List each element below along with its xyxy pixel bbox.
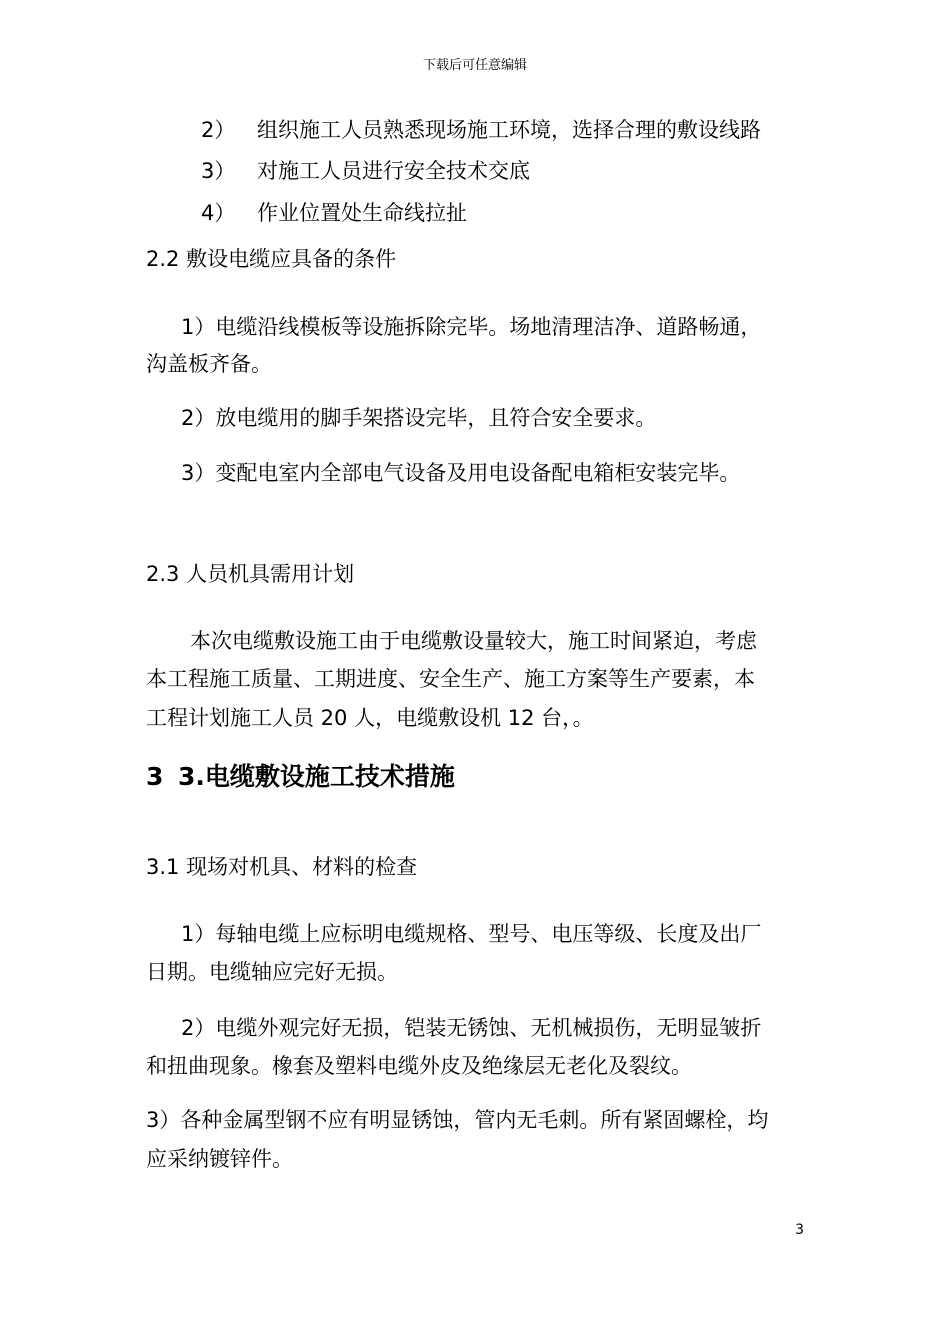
section-3-number: 3 bbox=[146, 762, 164, 791]
paragraph-line: 应采纳镀锌件。 bbox=[146, 1147, 293, 1171]
paragraph-line: 本次电缆敷设施工由于电缆敷设量较大，施工时间紧迫，考虑 bbox=[190, 629, 757, 653]
paragraph-line: 沟盖板齐备。 bbox=[146, 352, 272, 376]
paragraph-line: 1）每轴电缆上应标明电缆规格、型号、电压等级、长度及出厂 bbox=[181, 922, 762, 946]
section-2-3-heading: 2.3 人员机具需用计划 bbox=[146, 562, 355, 586]
list-item-text: 对施工人员进行安全技术交底 bbox=[257, 159, 530, 183]
paragraph-line: 和扭曲现象。橡套及塑料电缆外皮及绝缘层无老化及裂纹。 bbox=[146, 1054, 692, 1078]
paragraph-line: 日期。电缆轴应完好无损。 bbox=[146, 960, 398, 984]
paragraph-line: 3）各种金属型钢不应有明显锈蚀，管内无毛刺。所有紧固螺栓，均 bbox=[146, 1108, 769, 1132]
list-item-number: 4） bbox=[201, 201, 236, 225]
paragraph-line: 1）电缆沿线模板等设施拆除完毕。场地清理洁净、道路畅通， bbox=[181, 315, 762, 339]
section-2-2-heading: 2.2 敷设电缆应具备的条件 bbox=[146, 247, 397, 271]
list-item-number: 3） bbox=[201, 159, 236, 183]
page-number: 3 bbox=[795, 1222, 804, 1238]
list-item-text: 作业位置处生命线拉扯 bbox=[257, 201, 467, 225]
paragraph-line: 工程计划施工人员 20 人，电缆敷设机 12 台，。 bbox=[146, 706, 594, 730]
section-3-title: 3.电缆敷设施工技术措施 bbox=[178, 762, 455, 791]
paragraph-line: 本工程施工质量、工期进度、安全生产、施工方案等生产要素，本 bbox=[146, 667, 755, 691]
section-3-heading bbox=[146, 761, 455, 793]
list-item-number: 2） bbox=[201, 118, 236, 142]
paragraph-line: 2）放电缆用的脚手架搭设完毕，且符合安全要求。 bbox=[181, 406, 657, 430]
list-item bbox=[201, 116, 881, 144]
section-3-1-heading: 3.1 现场对机具、材料的检查 bbox=[146, 855, 418, 879]
list-item bbox=[201, 199, 881, 227]
paragraph-line: 2）电缆外观完好无损，铠装无锈蚀、无机械损伤，无明显皱折 bbox=[181, 1016, 762, 1040]
paragraph-line: 3）变配电室内全部电气设备及用电设备配电箱柜安装完毕。 bbox=[181, 461, 741, 485]
list-item bbox=[201, 157, 881, 185]
page-header: 下载后可任意编辑 bbox=[422, 58, 527, 73]
list-item-text: 组织施工人员熟悉现场施工环境，选择合理的敷设线路 bbox=[257, 118, 761, 142]
